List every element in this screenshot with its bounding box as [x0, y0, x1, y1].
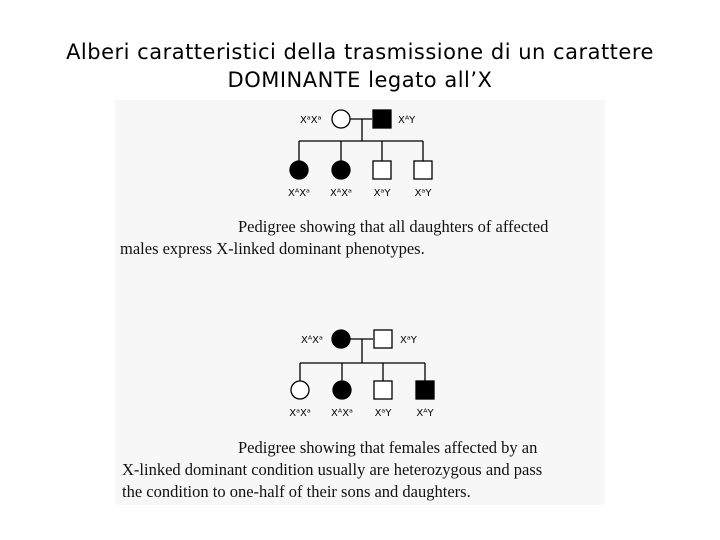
son-symbol [414, 161, 432, 179]
father-genotype: XᴬY [398, 115, 416, 126]
child-genotype: XᴬY [416, 408, 434, 419]
caption-line: males express X-linked dominant phenotypes. [120, 239, 425, 258]
son-symbol [416, 381, 434, 399]
father-symbol [374, 330, 392, 348]
pedigree-2-caption [122, 437, 542, 503]
caption-line: Pedigree showing that females affected by an [238, 438, 538, 457]
child-genotype: XᵃY [414, 188, 432, 199]
child-genotype: XᵃXᵃ [289, 408, 311, 419]
daughter-symbol [291, 381, 309, 399]
caption-line: X-linked dominant condition usually are heterozygous and pass [122, 460, 543, 479]
caption-line: Pedigree showing that all daughters of affected [238, 217, 549, 236]
father-symbol [373, 110, 391, 128]
son-symbol [374, 381, 392, 399]
pedigree-2 [289, 330, 434, 419]
child-genotype: XᵃY [374, 408, 392, 419]
child-genotype: XᴬXᵃ [288, 188, 310, 199]
pedigree-1 [288, 110, 432, 199]
mother-symbol [332, 110, 350, 128]
pedigree-1-caption [120, 216, 548, 260]
caption-line: the condition to one-half of their sons and daughters. [122, 482, 471, 501]
daughter-symbol [332, 161, 350, 179]
daughter-symbol [333, 381, 351, 399]
daughter-symbol [290, 161, 308, 179]
child-genotype: XᴬXᵃ [331, 408, 353, 419]
child-genotype: XᴬXᵃ [330, 188, 352, 199]
mother-genotype: XᵃXᵃ [300, 115, 322, 126]
father-genotype: XᵃY [400, 335, 417, 346]
child-genotype: XᵃY [373, 188, 391, 199]
son-symbol [373, 161, 391, 179]
title-line-2: DOMINANTE legato all’X [227, 68, 493, 92]
title-line-1: Alberi caratteristici della trasmissione di un carattere [66, 40, 654, 64]
mother-symbol [332, 330, 350, 348]
mother-genotype: XᴬXᵃ [301, 335, 323, 346]
